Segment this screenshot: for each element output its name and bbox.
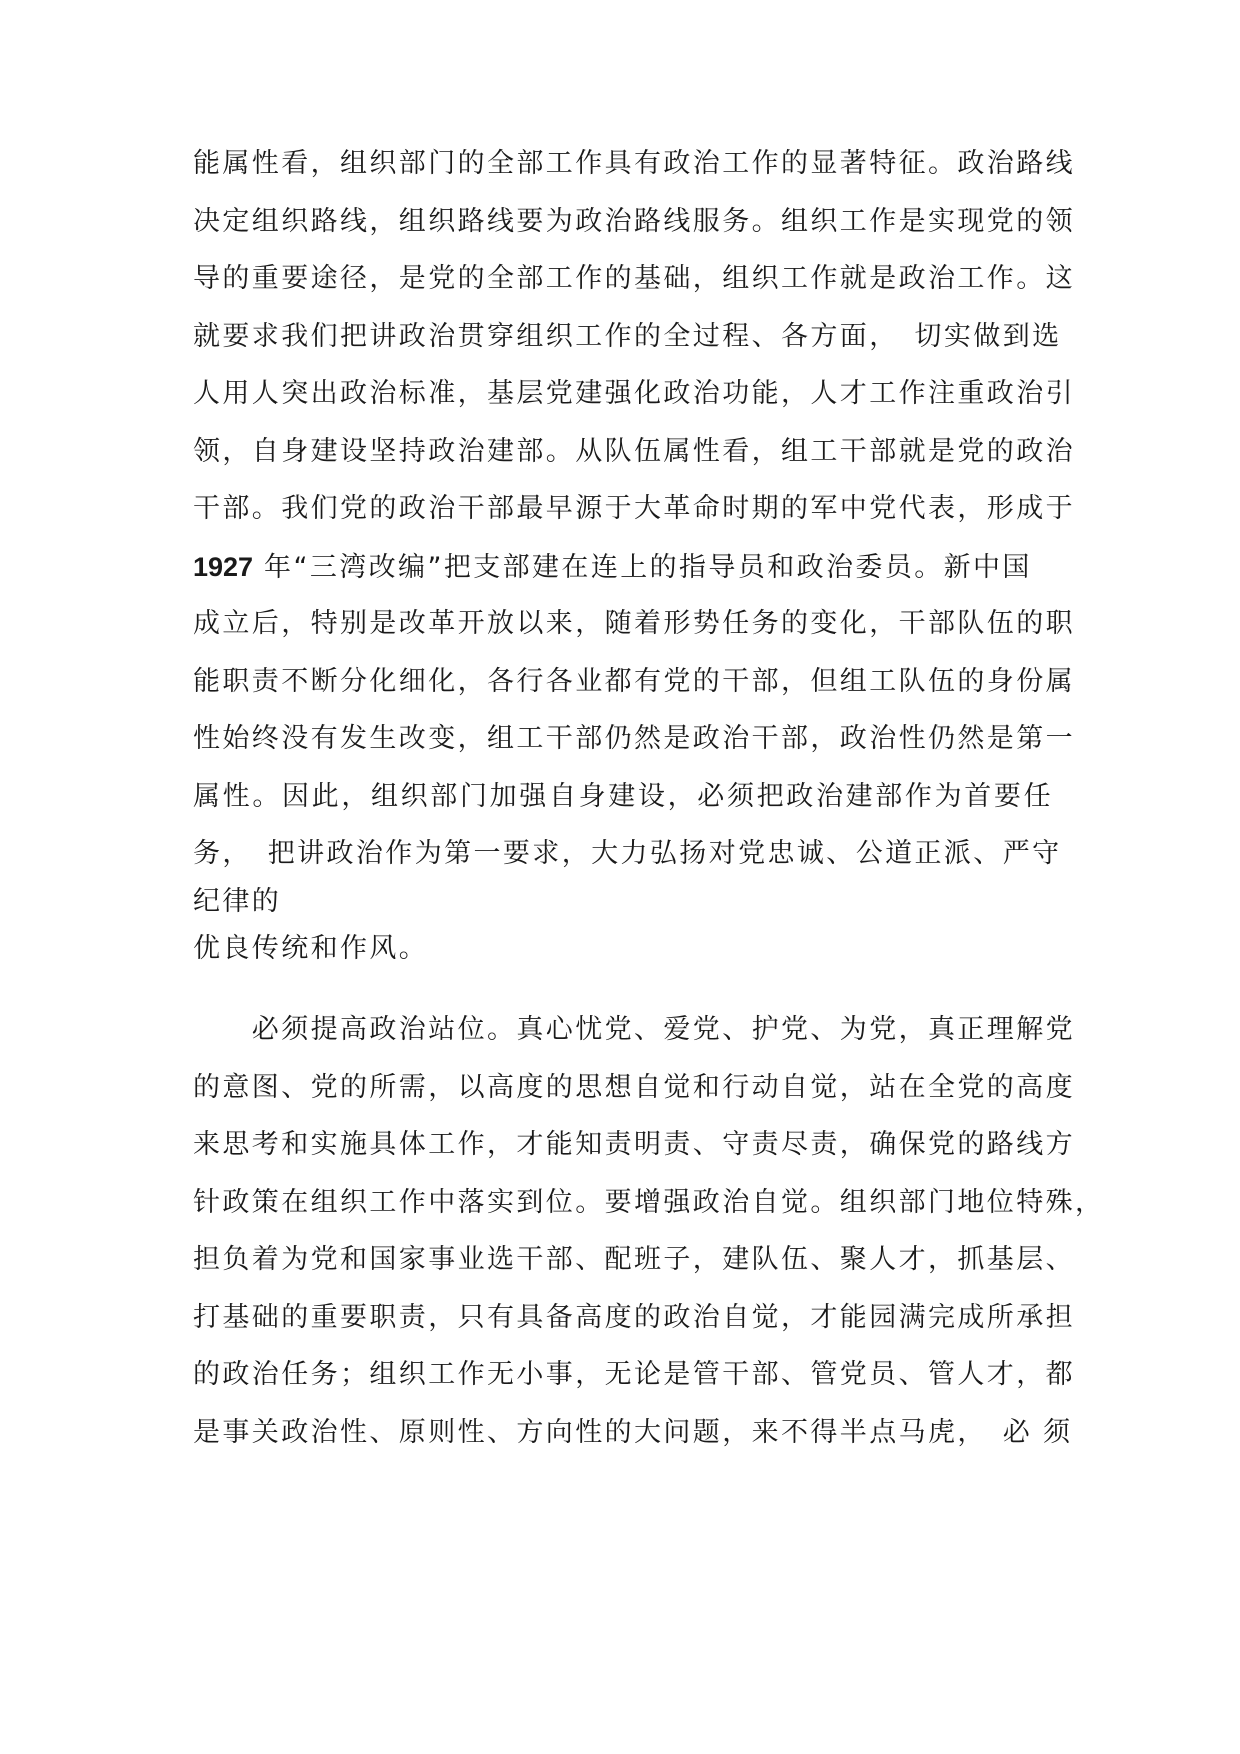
text-line: 干部。我们党的政治干部最早源于大革命时期的军中党代表，形成于 xyxy=(193,493,1075,524)
text-line: 的政治任务；组织工作无小事，无论是管干部、管党员、管人才，都 xyxy=(193,1359,1075,1390)
text-line: 纪律的 xyxy=(193,886,282,917)
text-line: 是事关政治性、原则性、方向性的大问题，来不得半点马虎， 必 须 xyxy=(193,1417,1073,1448)
text-line: 成立后，特别是改革开放以来，随着形势任务的变化，干部队伍的职 xyxy=(193,608,1075,639)
text-line: 能属性看，组织部门的全部工作具有政治工作的显著特征。政治路线 xyxy=(193,148,1075,179)
text-line: 能职责不断分化细化，各行各业都有党的干部，但组工队伍的身份属 xyxy=(193,666,1075,697)
year-number: 1927 xyxy=(193,552,254,582)
text-line: 来思考和实施具体工作，才能知责明责、守责尽责，确保党的路线方 xyxy=(193,1129,1075,1160)
text-line: 担负着为党和国家事业选干部、配班子，建队伍、聚人才，抓基层、 xyxy=(193,1244,1075,1275)
text-line: 领，自身建设坚持政治建部。从队伍属性看，组工干部就是党的政治 xyxy=(193,436,1075,467)
text-line xyxy=(193,545,1053,589)
text-line: 性始终没有发生改变，组工干部仍然是政治干部，政治性仍然是第一 xyxy=(193,723,1075,754)
text-line: 属性。因此，组织部门加强自身建设，必须把政治建部作为首要任 xyxy=(193,781,1053,812)
text-line: 就要求我们把讲政治贯穿组织工作的全过程、各方面， 切实做到选 xyxy=(193,321,1062,352)
text-line: 优良传统和作风。 xyxy=(193,933,429,964)
text-fragment: 年“三湾改编”把支部建在连上的指导员和政治委员。新中国 xyxy=(253,552,1032,583)
text-line: 决定组织路线，组织路线要为政治路线服务。组织工作是实现党的领 xyxy=(193,206,1075,237)
text-line: 人用人突出政治标准，基层党建强化政治功能，人才工作注重政治引 xyxy=(193,378,1075,409)
text-line: 导的重要途径，是党的全部工作的基础，组织工作就是政治工作。这 xyxy=(193,263,1075,294)
text-line: 打基础的重要职责，只有具备高度的政治自觉，才能园满完成所承担 xyxy=(193,1302,1075,1333)
text-line: 必须提高政治站位。真心忧党、爱党、护党、为党，真正理解党 xyxy=(193,1014,1075,1045)
text-line: 的意图、党的所需，以高度的思想自觉和行动自觉，站在全党的高度 xyxy=(193,1072,1075,1103)
text-line: 务， 把讲政治作为第一要求，大力弘扬对党忠诚、公道正派、严守 xyxy=(193,838,1062,869)
text-line: 针政策在组织工作中落实到位。要增强政治自觉。组织部门地位特殊， xyxy=(193,1187,1105,1218)
